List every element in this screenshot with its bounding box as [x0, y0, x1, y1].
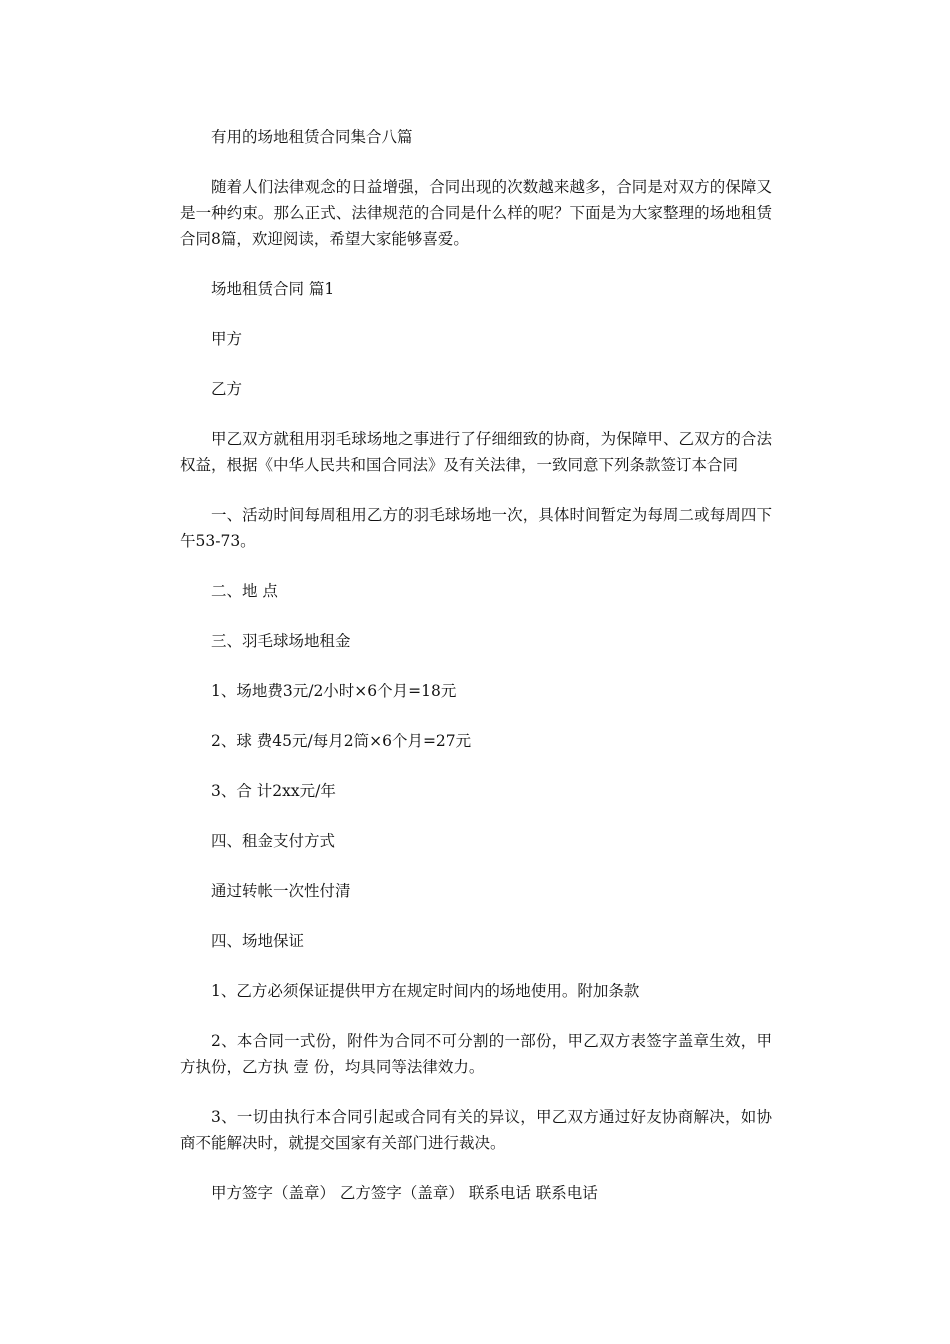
fee-total: 3、合 计2xx元/年: [211, 782, 336, 800]
section-title: 场地租赁合同 篇1: [211, 280, 335, 298]
clause-rent: 三、羽毛球场地租金: [211, 632, 351, 650]
clause-venue-guarantee: 四、场地保证: [211, 932, 305, 950]
guarantee-item-3: 3、一切由执行本合同引起或合同有关的异议，甲乙双方通过好友协商解决，如协商不能解决时，就提交国家有关部门进行裁决。: [180, 1108, 772, 1152]
document-title: 有用的场地租赁合同集合八篇: [211, 128, 413, 146]
guarantee-item-1: 1、乙方必须保证提供甲方在规定时间内的场地使用。附加条款: [211, 982, 640, 1000]
payment-detail: 通过转帐一次性付清: [211, 882, 351, 900]
clause-location: 二、地 点: [211, 582, 278, 600]
intro-paragraph: 随着人们法律观念的日益增强，合同出现的次数越来越多，合同是对双方的保障又是一种约束。那么正式、法律规范的合同是什么样的呢？下面是为大家整理的场地租赁合同8篇，欢迎阅读，希望大家能够喜爱。: [180, 178, 772, 248]
signature-line: 甲方签字（盖章） 乙方签字（盖章） 联系电话 联系电话: [211, 1184, 598, 1202]
fee-shuttlecock: 2、球 费45元/每月2筒×6个月=27元: [211, 732, 472, 750]
party-a: 甲方: [211, 330, 243, 348]
document-page: [180, 124, 772, 1206]
preamble-paragraph: 甲乙双方就租用羽毛球场地之事进行了仔细细致的协商，为保障甲、乙双方的合法权益，根据《中华人民共和国合同法》及有关法律，一致同意下列条款签订本合同: [180, 430, 772, 474]
guarantee-item-2: 2、本合同一式份，附件为合同不可分割的一部份，甲乙双方表签字盖章生效，甲方执份，乙方执 壹 份，均具同等法律效力。: [180, 1032, 772, 1076]
fee-venue: 1、场地费3元/2小时×6个月=18元: [211, 682, 457, 700]
clause-activity-time: 一、活动时间每周租用乙方的羽毛球场地一次，具体时间暂定为每周二或每周四下午53-73。: [180, 506, 772, 550]
clause-payment-method: 四、租金支付方式: [211, 832, 336, 850]
party-b: 乙方: [211, 380, 243, 398]
